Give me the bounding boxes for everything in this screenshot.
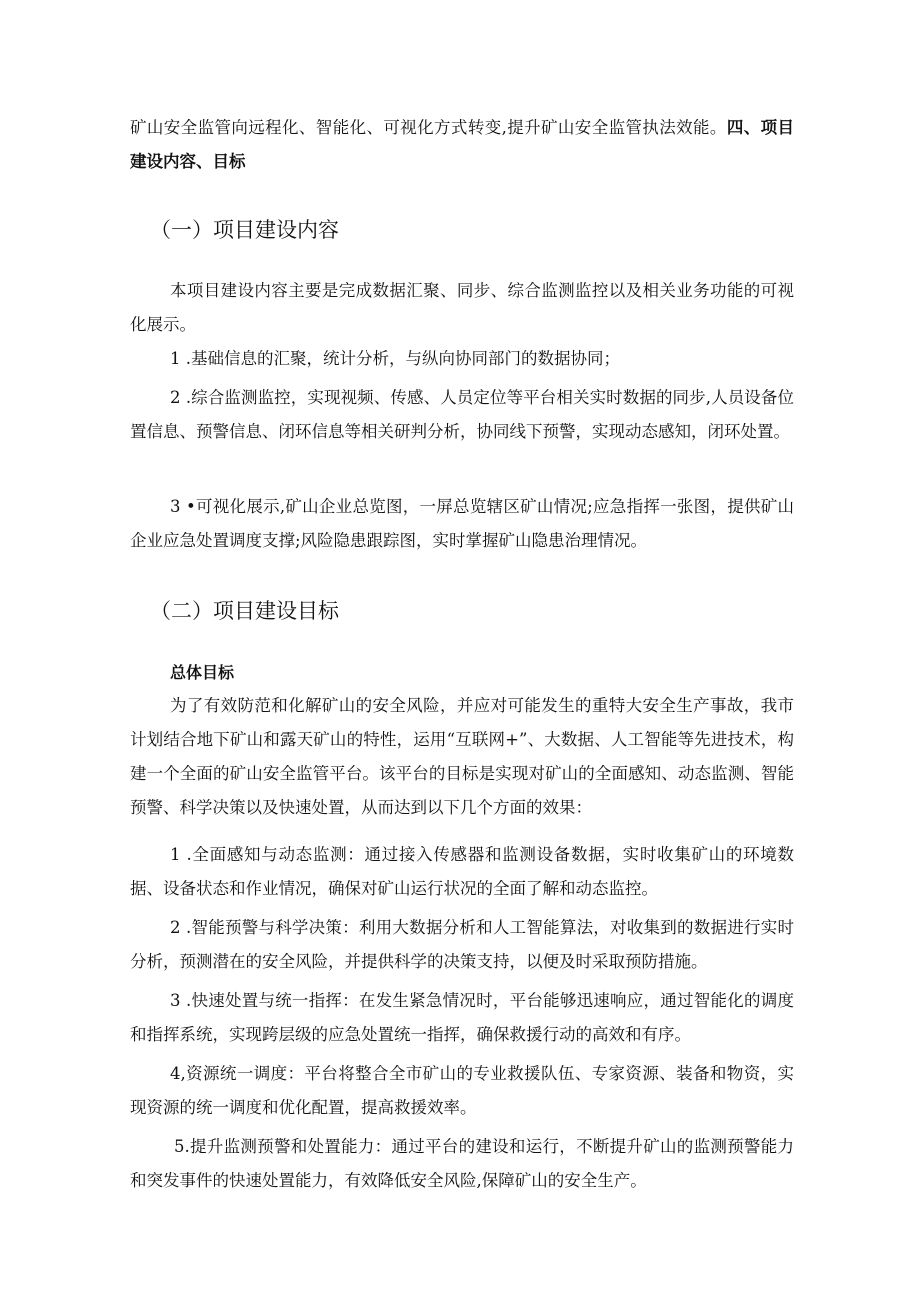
- section2-title: （二）项目建设目标: [150, 599, 339, 623]
- section2-item-3: 3 .快速处置与统一指挥：在发生紧急情况时，平台能够迅速响应，通过智能化的调度和指挥系统，实现跨层级的应急处置统一指挥，确保救援行动的高效和有序。: [130, 991, 794, 1044]
- section2-item-1: 1 .全面感知与动态监测：通过接入传感器和监测设备数据，实时收集矿山的环境数据、设备状态和作业情况，确保对矿山运行状况的全面了解和动态监控。: [130, 845, 794, 898]
- section2-item-5: 5.提升监测预警和处置能力：通过平台的建设和运行，不断提升矿山的监测预警能力和突发事件的快速处置能力，有效降低安全风险,保障矿山的安全生产。: [130, 1137, 794, 1190]
- intro-text: 矿山安全监管向远程化、智能化、可视化方式转变,提升矿山安全监管执法效能。: [130, 118, 727, 137]
- section-heading-inline: 四、项目建设内容、目标: [130, 118, 795, 171]
- section2-subtitle: 总体目标: [170, 663, 235, 682]
- intro-paragraph: [130, 111, 794, 179]
- section1-item-1: 1 .基础信息的汇聚，统计分析，与纵向协同部门的数据协同；: [170, 349, 620, 368]
- section2-intro: 为了有效防范和化解矿山的安全风险，并应对可能发生的重特大安全生产事故，我市计划结合地下矿山和露天矿山的特性，运用“互联网+”、大数据、人工智能等先进技术，构建一个全面的矿山安全监管平台。该平台的目标是实现对矿山的全面感知、动态监测、智能预警、科学决策以及快速处置，从而达到以下几个方面的效果：: [130, 696, 794, 817]
- section1-title: （一）项目建设内容: [150, 218, 339, 242]
- section1-item-3: 3 •可视化展示,矿山企业总览图，一屏总览辖区矿山情况;应急指挥一张图，提供矿山企业应急处置调度支撑;风险隐患跟踪图，实时掌握矿山隐患治理情况。: [130, 497, 794, 550]
- section1-item-2: 2 .综合监测监控，实现视频、传感、人员定位等平台相关实时数据的同步,人员设备位置信息、预警信息、闭环信息等相关研判分析，协同线下预警，实现动态感知，闭环处置。: [130, 388, 794, 441]
- section2-item-4: 4,资源统一调度：平台将整合全市矿山的专业救援队伍、专家资源、装备和物资，实现资源的统一调度和优化配置，提高救援效率。: [130, 1064, 794, 1117]
- section1-intro: 本项目建设内容主要是完成数据汇聚、同步、综合监测监控以及相关业务功能的可视化展示。: [130, 281, 794, 334]
- section2-item-2: 2 .智能预警与科学决策：利用大数据分析和人工智能算法，对收集到的数据进行实时分析，预测潜在的安全风险，并提供科学的决策支持，以便及时采取预防措施。: [130, 918, 794, 971]
